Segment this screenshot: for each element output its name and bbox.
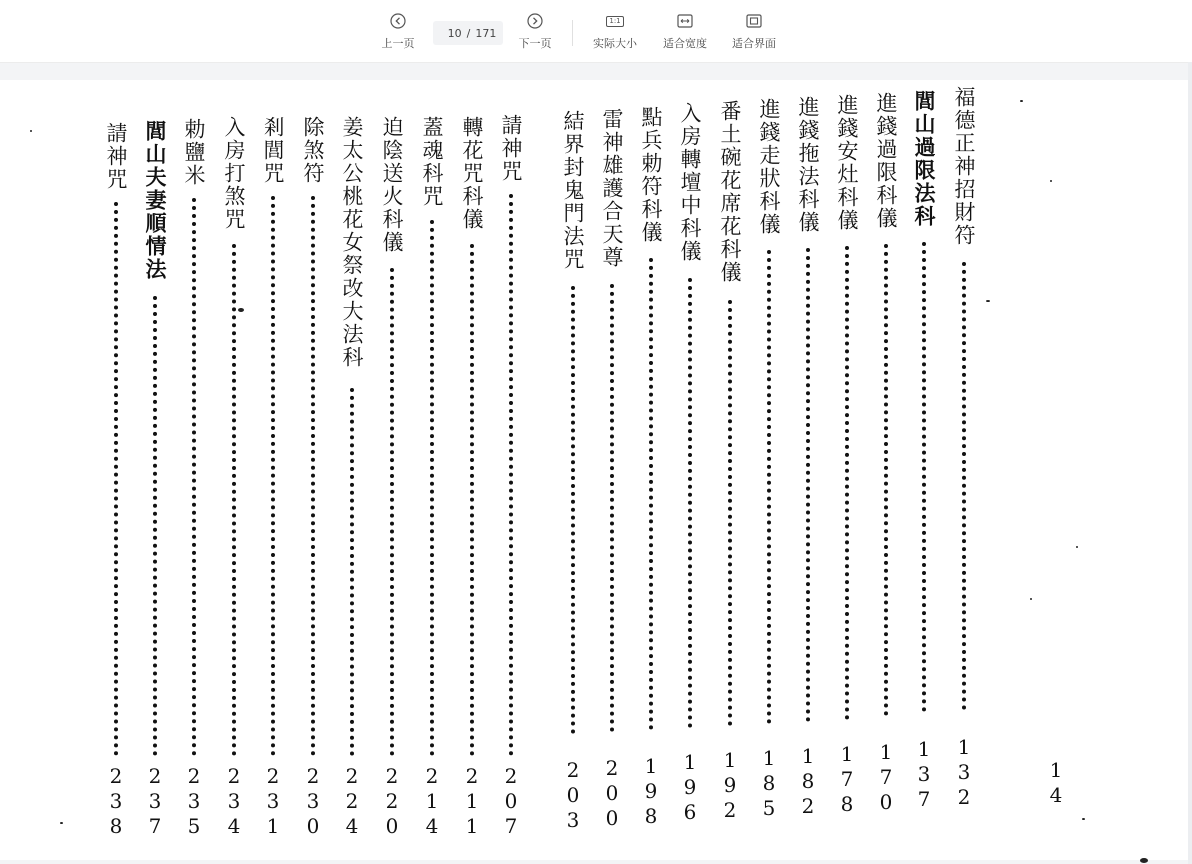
actual-size-label: 实际大小 (593, 37, 637, 50)
toc-entry-page: 224 (340, 764, 364, 839)
toc-entry-page: 196 (678, 750, 702, 825)
scan-speck (1082, 818, 1085, 820)
toc-entry-title: 轉花咒科儀 (460, 116, 484, 231)
actual-size-icon-text: 1:1 (606, 16, 623, 27)
toc-entry-title: 閭山過限法科 (912, 90, 936, 228)
toc-entry-page: 185 (757, 746, 781, 821)
toc-entry-title: 進錢安灶科儀 (835, 94, 859, 232)
toc-entry-title: 剎閭咒 (261, 116, 285, 185)
page-number-input[interactable] (440, 27, 462, 40)
toc-dot-leader (688, 278, 692, 728)
toc-dot-leader (962, 262, 966, 710)
toc-dot-leader (767, 250, 771, 724)
fit-width-icon (676, 12, 694, 30)
toc-entry-page: 237 (143, 764, 167, 839)
fit-page-icon (745, 12, 763, 30)
next-page-button[interactable] (516, 12, 554, 56)
toc-entry-page: 170 (874, 740, 898, 815)
scan-speck (1076, 546, 1078, 548)
document-page (0, 80, 1188, 860)
prev-page-button[interactable] (379, 12, 417, 56)
actual-size-icon (606, 12, 624, 30)
page-number-right: 14 (1044, 758, 1068, 808)
toc-entry-page: 198 (639, 754, 663, 829)
toc-entry-page: 231 (261, 764, 285, 839)
toc-dot-leader (509, 194, 513, 756)
next-page-label: 下一页 (518, 37, 552, 50)
toc-dot-leader (232, 244, 236, 756)
scan-speck (986, 300, 990, 302)
toc-dot-leader (390, 268, 394, 756)
fit-width-label: 适合宽度 (663, 37, 707, 50)
toc-entry-page: 182 (796, 744, 820, 819)
toc-entry-title: 除煞符 (301, 116, 325, 185)
toc-dot-leader (922, 242, 926, 712)
fit-width-button[interactable] (660, 12, 710, 56)
toc-entry-title: 請神咒 (104, 122, 128, 191)
scan-speck (30, 130, 32, 132)
toc-entry-page: 200 (600, 756, 624, 831)
toc-entry-title: 蓋魂科咒 (420, 116, 444, 208)
scan-speck (1030, 598, 1032, 600)
fit-page-button[interactable] (729, 12, 779, 56)
toc-entry-title: 入房轉壇中科儀 (678, 102, 702, 263)
page-separator: / (466, 26, 471, 40)
toc-entry-title: 進錢走狀科儀 (757, 98, 781, 236)
viewer-toolbar (0, 0, 1192, 63)
scan-speck (1050, 180, 1052, 182)
toc-entry-title: 迫陰送火科儀 (380, 116, 404, 254)
toc-dot-leader (649, 258, 653, 730)
toc-entry-page: 230 (301, 764, 325, 839)
toc-entry-title: 姜太公桃花女祭改大法科 (340, 116, 364, 369)
scan-speck (1140, 858, 1148, 863)
toc-dot-leader (470, 244, 474, 756)
toc-entry-title: 結界封鬼門法咒 (561, 110, 585, 271)
chevron-right-icon (526, 12, 544, 30)
toc-entry-title: 勅鹽米 (182, 118, 206, 187)
toc-dot-leader (728, 300, 732, 726)
toc-dot-leader (271, 196, 275, 756)
toc-entry-page: 178 (835, 742, 859, 817)
toc-entry-page: 235 (182, 764, 206, 839)
toc-entry-page: 192 (718, 748, 742, 823)
toc-entry-title: 進錢拖法科儀 (796, 96, 820, 234)
toc-dot-leader (311, 196, 315, 756)
toc-dot-leader (350, 388, 354, 756)
total-pages: 171 (475, 26, 497, 40)
toc-dot-leader (806, 248, 810, 722)
toc-entry-title: 請神咒 (499, 114, 523, 183)
toc-entry-title: 點兵勅符科儀 (639, 106, 663, 244)
scan-speck (60, 822, 63, 824)
toc-dot-leader (430, 220, 434, 756)
toolbar-divider (572, 20, 573, 46)
toc-entry-title: 福德正神招財符 (952, 86, 976, 247)
prev-page-label: 上一页 (381, 37, 415, 50)
toc-entry-page: 211 (460, 764, 484, 839)
toc-dot-leader (192, 198, 196, 756)
actual-size-button[interactable] (590, 12, 640, 56)
fit-page-label: 适合界面 (732, 37, 776, 50)
toc-entry-title: 閭山夫妻順情法 (143, 120, 167, 281)
page-indicator (433, 21, 503, 45)
scrollbar-track[interactable] (1188, 62, 1192, 864)
scan-speck (238, 308, 244, 312)
toc-entry-title: 入房打煞咒 (222, 116, 246, 231)
toc-dot-leader (571, 286, 575, 734)
toc-entry-page: 214 (420, 764, 444, 839)
toc-entry-title: 進錢過限科儀 (874, 92, 898, 230)
toc-entry-title: 番土碗花席花科儀 (718, 100, 742, 284)
toc-entry-page: 132 (952, 735, 976, 810)
toc-dot-leader (610, 284, 614, 732)
toc-entry-page: 234 (222, 764, 246, 839)
toc-dot-leader (153, 296, 157, 756)
toc-dot-leader (884, 244, 888, 716)
toc-entry-page: 203 (561, 758, 585, 833)
toc-entry-title: 雷神雄護合天尊 (600, 108, 624, 269)
toc-entry-page: 238 (104, 764, 128, 839)
toc-entry-page: 207 (499, 764, 523, 839)
toc-entry-page: 220 (380, 764, 404, 839)
toc-entry-page: 137 (912, 737, 936, 812)
scan-speck (1020, 100, 1023, 102)
chevron-left-icon (389, 12, 407, 30)
toc-dot-leader (114, 202, 118, 756)
toc-dot-leader (845, 246, 849, 720)
